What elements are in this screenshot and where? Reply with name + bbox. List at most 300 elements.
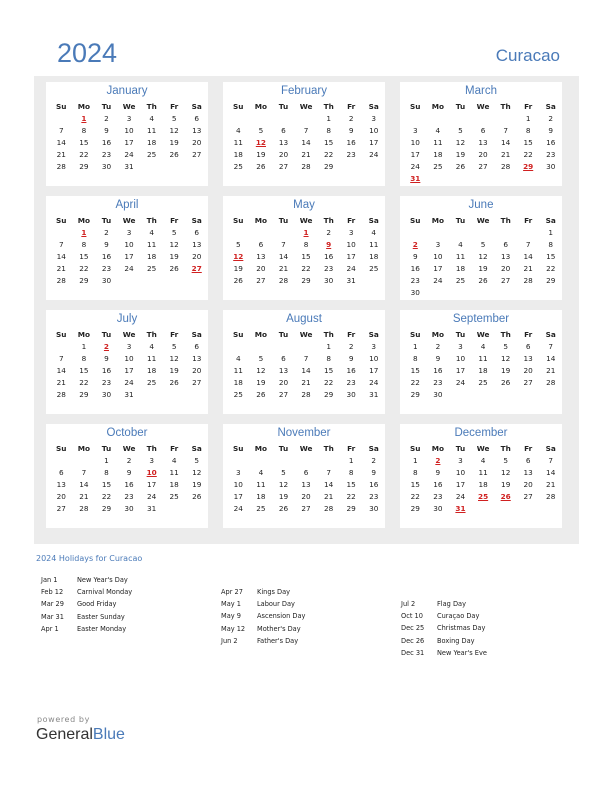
day-table <box>227 101 385 173</box>
day-cell: 29 <box>410 390 420 399</box>
day-cell: 10 <box>124 354 134 363</box>
day-cell: 29 <box>324 390 334 399</box>
day-cell: 30 <box>124 504 134 513</box>
day-cell: 30 <box>410 288 420 297</box>
day-cell: 24 <box>124 150 134 159</box>
brand-part-1: General <box>36 726 93 743</box>
day-cell: 10 <box>124 240 134 249</box>
day-cell: 25 <box>147 378 157 387</box>
empty-day-cell <box>362 275 385 287</box>
day-cell: 11 <box>433 138 443 147</box>
empty-day-cell <box>427 173 450 185</box>
empty-day-cell <box>427 227 450 239</box>
day-cell: 5 <box>281 468 286 477</box>
day-cell: 10 <box>455 468 466 477</box>
day-cell: 23 <box>546 150 556 159</box>
day-cell: 12 <box>455 138 466 147</box>
holiday-row <box>401 610 487 622</box>
month-february <box>223 82 385 186</box>
empty-day-cell <box>539 287 562 299</box>
weekday-header: Su <box>410 102 421 111</box>
holiday-row <box>41 598 132 610</box>
day-table <box>50 329 208 401</box>
day-cell: 22 <box>301 264 311 273</box>
day-cell: 11 <box>233 138 243 147</box>
holiday-day-cell: 26 <box>500 492 511 501</box>
holiday-day-cell: 2 <box>412 240 418 249</box>
day-cell: 1 <box>548 228 554 237</box>
day-cell: 19 <box>478 264 488 273</box>
weekday-header: Sa <box>191 216 202 225</box>
day-cell: 21 <box>324 492 334 501</box>
weekday-header: Tu <box>455 102 466 111</box>
day-cell: 26 <box>192 492 202 501</box>
day-cell: 2 <box>435 342 441 351</box>
weekday-header: We <box>122 444 136 453</box>
day-cell: 8 <box>326 126 332 135</box>
day-cell: 18 <box>455 264 466 273</box>
day-cell: 4 <box>480 456 486 465</box>
day-cell: 27 <box>478 162 488 171</box>
day-cell: 7 <box>303 354 309 363</box>
day-cell: 22 <box>546 264 556 273</box>
holiday-day-cell: 1 <box>303 228 309 237</box>
day-cell: 7 <box>58 126 64 135</box>
day-cell: 14 <box>301 138 311 147</box>
month-september <box>400 310 562 414</box>
day-cell: 19 <box>278 492 289 501</box>
day-cell: 22 <box>79 378 89 387</box>
month-june <box>400 196 562 300</box>
day-cell: 17 <box>455 366 466 375</box>
weekday-header: Mo <box>431 216 445 225</box>
day-cell: 7 <box>548 342 554 351</box>
day-cell: 24 <box>433 276 443 285</box>
day-cell: 14 <box>278 252 289 261</box>
weekday-header: Th <box>146 330 157 339</box>
day-cell: 9 <box>412 252 418 261</box>
day-cell: 26 <box>233 276 243 285</box>
weekday-header: Sa <box>191 102 202 111</box>
weekday-header: We <box>299 444 313 453</box>
country-title: Curacao <box>495 46 560 65</box>
day-cell: 15 <box>101 480 112 489</box>
day-cell: 29 <box>79 390 89 399</box>
weekday-header: Mo <box>431 444 445 453</box>
empty-day-cell <box>50 341 73 353</box>
day-cell: 21 <box>501 150 511 159</box>
month-november <box>223 424 385 528</box>
day-cell: 18 <box>233 378 243 387</box>
day-cell: 3 <box>348 228 354 237</box>
day-cell: 29 <box>546 276 556 285</box>
holiday-day-cell: 9 <box>326 240 332 249</box>
weekday-header: Fr <box>170 444 179 453</box>
day-cell: 2 <box>548 114 554 123</box>
day-cell: 10 <box>369 126 379 135</box>
day-cell: 5 <box>503 342 509 351</box>
day-cell: 27 <box>523 378 533 387</box>
day-cell: 31 <box>147 504 157 513</box>
year-title: 2024 <box>57 38 118 68</box>
weekday-header: Tu <box>101 444 112 453</box>
holiday-name: Carnival Monday <box>77 588 133 597</box>
day-cell: 24 <box>455 378 466 387</box>
weekday-header: Sa <box>368 330 379 339</box>
holiday-name: Labour Day <box>257 600 295 609</box>
day-cell: 20 <box>192 252 202 261</box>
day-cell: 4 <box>480 342 486 351</box>
empty-day-cell <box>472 227 495 239</box>
weekday-header: Mo <box>77 330 91 339</box>
day-cell: 15 <box>79 252 89 261</box>
day-cell: 15 <box>301 252 311 261</box>
day-cell: 26 <box>169 378 179 387</box>
day-cell: 23 <box>324 264 334 273</box>
weekday-header: Fr <box>347 102 356 111</box>
day-cell: 1 <box>525 114 531 123</box>
day-cell: 17 <box>369 138 379 147</box>
day-cell: 26 <box>278 504 289 513</box>
empty-day-cell <box>227 341 250 353</box>
day-cell: 8 <box>81 240 87 249</box>
weekday-header: We <box>122 216 136 225</box>
day-cell: 6 <box>194 342 200 351</box>
empty-day-cell <box>494 113 517 125</box>
day-cell: 27 <box>301 504 311 513</box>
day-cell: 13 <box>278 138 289 147</box>
month-name: November <box>277 427 331 439</box>
holiday-date: May 9 <box>221 612 241 621</box>
holiday-name: Good Friday <box>77 600 117 609</box>
day-cell: 23 <box>433 492 443 501</box>
day-cell: 30 <box>546 162 556 171</box>
holidays-title: 2024 Holidays for Curacao <box>36 554 143 563</box>
day-cell: 26 <box>256 390 266 399</box>
weekday-header: Mo <box>77 444 91 453</box>
holiday-date: Mar 29 <box>41 600 64 609</box>
month-july <box>46 310 208 414</box>
day-cell: 7 <box>525 240 531 249</box>
day-cell: 28 <box>56 390 66 399</box>
day-cell: 5 <box>235 240 241 249</box>
weekday-header: Tu <box>101 102 112 111</box>
day-cell: 7 <box>548 456 554 465</box>
weekday-header: Th <box>146 102 157 111</box>
empty-day-cell <box>362 161 385 173</box>
day-table <box>227 443 385 515</box>
day-cell: 15 <box>346 480 356 489</box>
day-cell: 14 <box>79 480 89 489</box>
day-cell: 28 <box>301 162 311 171</box>
empty-day-cell <box>539 503 562 515</box>
day-cell: 15 <box>79 366 89 375</box>
day-cell: 13 <box>478 138 488 147</box>
day-cell: 12 <box>256 366 266 375</box>
day-cell: 13 <box>192 354 202 363</box>
empty-day-cell <box>227 113 250 125</box>
day-cell: 31 <box>369 390 379 399</box>
day-cell: 30 <box>369 504 379 513</box>
day-cell: 8 <box>81 126 87 135</box>
day-cell: 18 <box>147 366 157 375</box>
holiday-date: Dec 25 <box>401 624 425 633</box>
weekday-header: Su <box>56 444 67 453</box>
day-cell: 21 <box>546 366 556 375</box>
month-name: May <box>293 199 315 211</box>
holiday-name: Curaçao Day <box>437 612 480 621</box>
day-cell: 28 <box>79 504 89 513</box>
day-cell: 7 <box>58 240 64 249</box>
day-cell: 22 <box>410 492 420 501</box>
day-cell: 10 <box>455 354 466 363</box>
holiday-day-cell: 27 <box>191 264 202 273</box>
day-cell: 2 <box>371 456 377 465</box>
empty-day-cell <box>539 389 562 401</box>
day-cell: 15 <box>324 366 334 375</box>
month-name: December <box>454 427 508 439</box>
day-cell: 11 <box>455 252 466 261</box>
holiday-column <box>401 598 487 659</box>
empty-day-cell <box>472 173 495 185</box>
day-cell: 30 <box>433 390 443 399</box>
day-cell: 20 <box>523 366 533 375</box>
month-name: July <box>116 313 138 325</box>
day-cell: 3 <box>371 114 377 123</box>
day-cell: 14 <box>56 366 66 375</box>
day-cell: 25 <box>233 162 243 171</box>
holiday-name: Easter Sunday <box>77 612 125 621</box>
weekday-header: Th <box>146 444 157 453</box>
weekday-header: We <box>476 216 490 225</box>
empty-day-cell <box>50 113 73 125</box>
day-cell: 4 <box>149 114 155 123</box>
day-cell: 13 <box>256 252 266 261</box>
day-cell: 4 <box>149 342 155 351</box>
day-cell: 19 <box>192 480 202 489</box>
brand-part-2: Blue <box>92 726 125 743</box>
month-name: January <box>106 85 148 97</box>
day-cell: 23 <box>346 378 356 387</box>
holiday-name: Boxing Day <box>437 636 475 645</box>
empty-day-cell <box>472 113 495 125</box>
day-cell: 30 <box>101 162 112 171</box>
weekday-header: Mo <box>254 102 268 111</box>
day-cell: 16 <box>346 138 356 147</box>
weekday-header: Th <box>500 216 511 225</box>
holiday-day-cell: 1 <box>81 228 87 237</box>
day-cell: 24 <box>369 150 379 159</box>
day-cell: 22 <box>324 150 334 159</box>
month-name: August <box>286 313 322 325</box>
empty-day-cell <box>163 389 185 401</box>
month-name: September <box>452 313 510 325</box>
weekday-header: Su <box>233 102 244 111</box>
day-cell: 18 <box>169 480 179 489</box>
day-cell: 3 <box>149 456 155 465</box>
day-cell: 9 <box>371 468 377 477</box>
day-cell: 21 <box>523 264 533 273</box>
day-cell: 4 <box>435 126 441 135</box>
empty-day-cell <box>517 227 539 239</box>
day-cell: 17 <box>455 480 466 489</box>
day-cell: 9 <box>104 354 109 363</box>
weekday-header: Su <box>410 330 421 339</box>
day-cell: 18 <box>478 480 488 489</box>
empty-day-cell <box>404 113 427 125</box>
holiday-date: Apr 27 <box>221 588 243 596</box>
weekday-header: Th <box>500 330 511 339</box>
day-cell: 1 <box>326 342 332 351</box>
day-cell: 10 <box>369 354 379 363</box>
day-cell: 15 <box>546 252 556 261</box>
day-table <box>50 215 208 287</box>
day-cell: 30 <box>101 390 112 399</box>
day-cell: 11 <box>147 354 157 363</box>
holiday-column <box>221 586 305 647</box>
empty-day-cell <box>185 275 208 287</box>
day-cell: 19 <box>501 480 511 489</box>
powered-by-text: powered by <box>37 715 90 724</box>
day-cell: 2 <box>326 228 332 237</box>
holiday-row <box>221 623 305 635</box>
day-cell: 12 <box>169 126 179 135</box>
day-cell: 7 <box>58 354 64 363</box>
weekday-header: Su <box>233 216 244 225</box>
day-cell: 9 <box>126 468 132 477</box>
day-cell: 10 <box>433 252 443 261</box>
weekday-header: Tu <box>455 330 466 339</box>
day-cell: 23 <box>124 492 134 501</box>
day-cell: 19 <box>169 252 179 261</box>
empty-day-cell <box>163 503 185 515</box>
day-cell: 9 <box>435 468 441 477</box>
day-cell: 16 <box>124 480 134 489</box>
day-cell: 22 <box>324 378 334 387</box>
empty-day-cell <box>272 341 294 353</box>
day-cell: 26 <box>256 162 266 171</box>
weekday-header: Th <box>500 444 511 453</box>
day-cell: 29 <box>301 276 311 285</box>
weekday-header: Tu <box>278 330 289 339</box>
weekday-header: Mo <box>431 330 445 339</box>
weekday-header: Fr <box>347 444 356 453</box>
day-cell: 21 <box>56 378 66 387</box>
day-cell: 4 <box>235 354 241 363</box>
month-name: October <box>106 427 148 439</box>
day-cell: 26 <box>455 162 466 171</box>
weekday-header: Sa <box>545 216 556 225</box>
holiday-date: Jun 2 <box>221 636 238 645</box>
day-cell: 19 <box>501 366 511 375</box>
day-cell: 28 <box>546 492 556 501</box>
day-cell: 23 <box>346 150 356 159</box>
weekday-header: Th <box>323 444 334 453</box>
day-cell: 29 <box>79 276 89 285</box>
day-cell: 8 <box>525 126 531 135</box>
empty-day-cell <box>272 113 294 125</box>
day-cell: 23 <box>410 276 420 285</box>
empty-day-cell <box>449 113 471 125</box>
day-cell: 24 <box>124 378 134 387</box>
holiday-date: Apr 1 <box>41 624 59 633</box>
day-cell: 26 <box>501 378 511 387</box>
calendar-grid <box>34 76 579 544</box>
day-cell: 11 <box>369 240 379 249</box>
day-cell: 26 <box>478 276 488 285</box>
day-cell: 27 <box>192 378 202 387</box>
weekday-header: Tu <box>278 444 289 453</box>
day-cell: 7 <box>81 468 87 477</box>
day-cell: 20 <box>523 480 533 489</box>
day-cell: 5 <box>458 126 463 135</box>
day-cell: 16 <box>324 252 334 261</box>
day-cell: 16 <box>433 480 443 489</box>
day-cell: 18 <box>256 492 266 501</box>
holiday-date: Oct 10 <box>401 612 423 621</box>
weekday-header: Sa <box>368 444 379 453</box>
day-cell: 1 <box>412 342 418 351</box>
weekday-header: Tu <box>278 102 289 111</box>
day-cell: 13 <box>192 126 202 135</box>
day-cell: 17 <box>433 264 443 273</box>
holiday-row <box>221 610 305 622</box>
month-name: March <box>465 85 497 97</box>
day-table <box>404 215 562 299</box>
day-cell: 29 <box>101 504 112 513</box>
day-cell: 17 <box>124 138 134 147</box>
day-cell: 21 <box>79 492 89 501</box>
day-cell: 25 <box>455 276 466 285</box>
day-cell: 28 <box>523 276 533 285</box>
empty-day-cell <box>494 227 517 239</box>
day-cell: 14 <box>56 138 66 147</box>
day-table <box>227 329 385 401</box>
day-cell: 15 <box>523 138 533 147</box>
day-cell: 31 <box>124 162 134 171</box>
day-cell: 9 <box>435 354 441 363</box>
day-cell: 13 <box>192 240 202 249</box>
day-cell: 18 <box>233 150 243 159</box>
day-cell: 14 <box>301 366 311 375</box>
day-cell: 6 <box>58 468 64 477</box>
day-cell: 19 <box>169 138 179 147</box>
weekday-header: We <box>476 102 490 111</box>
day-cell: 13 <box>523 468 533 477</box>
day-cell: 22 <box>410 378 420 387</box>
day-cell: 12 <box>169 354 179 363</box>
empty-day-cell <box>250 341 273 353</box>
holiday-column <box>41 574 132 635</box>
holiday-date: Jan 1 <box>41 576 58 584</box>
day-cell: 20 <box>278 378 289 387</box>
day-cell: 17 <box>147 480 157 489</box>
empty-day-cell <box>250 455 273 467</box>
month-december <box>400 424 562 528</box>
day-cell: 6 <box>480 126 486 135</box>
day-cell: 23 <box>101 264 112 273</box>
day-cell: 16 <box>433 366 443 375</box>
day-cell: 22 <box>79 150 89 159</box>
holiday-name: Mother's Day <box>257 624 301 633</box>
empty-day-cell <box>73 455 96 467</box>
day-cell: 20 <box>301 492 311 501</box>
holiday-day-cell: 31 <box>455 504 466 513</box>
weekday-header: Th <box>500 102 511 111</box>
empty-day-cell <box>295 113 318 125</box>
day-cell: 6 <box>281 354 286 363</box>
weekday-header: Sa <box>191 330 202 339</box>
